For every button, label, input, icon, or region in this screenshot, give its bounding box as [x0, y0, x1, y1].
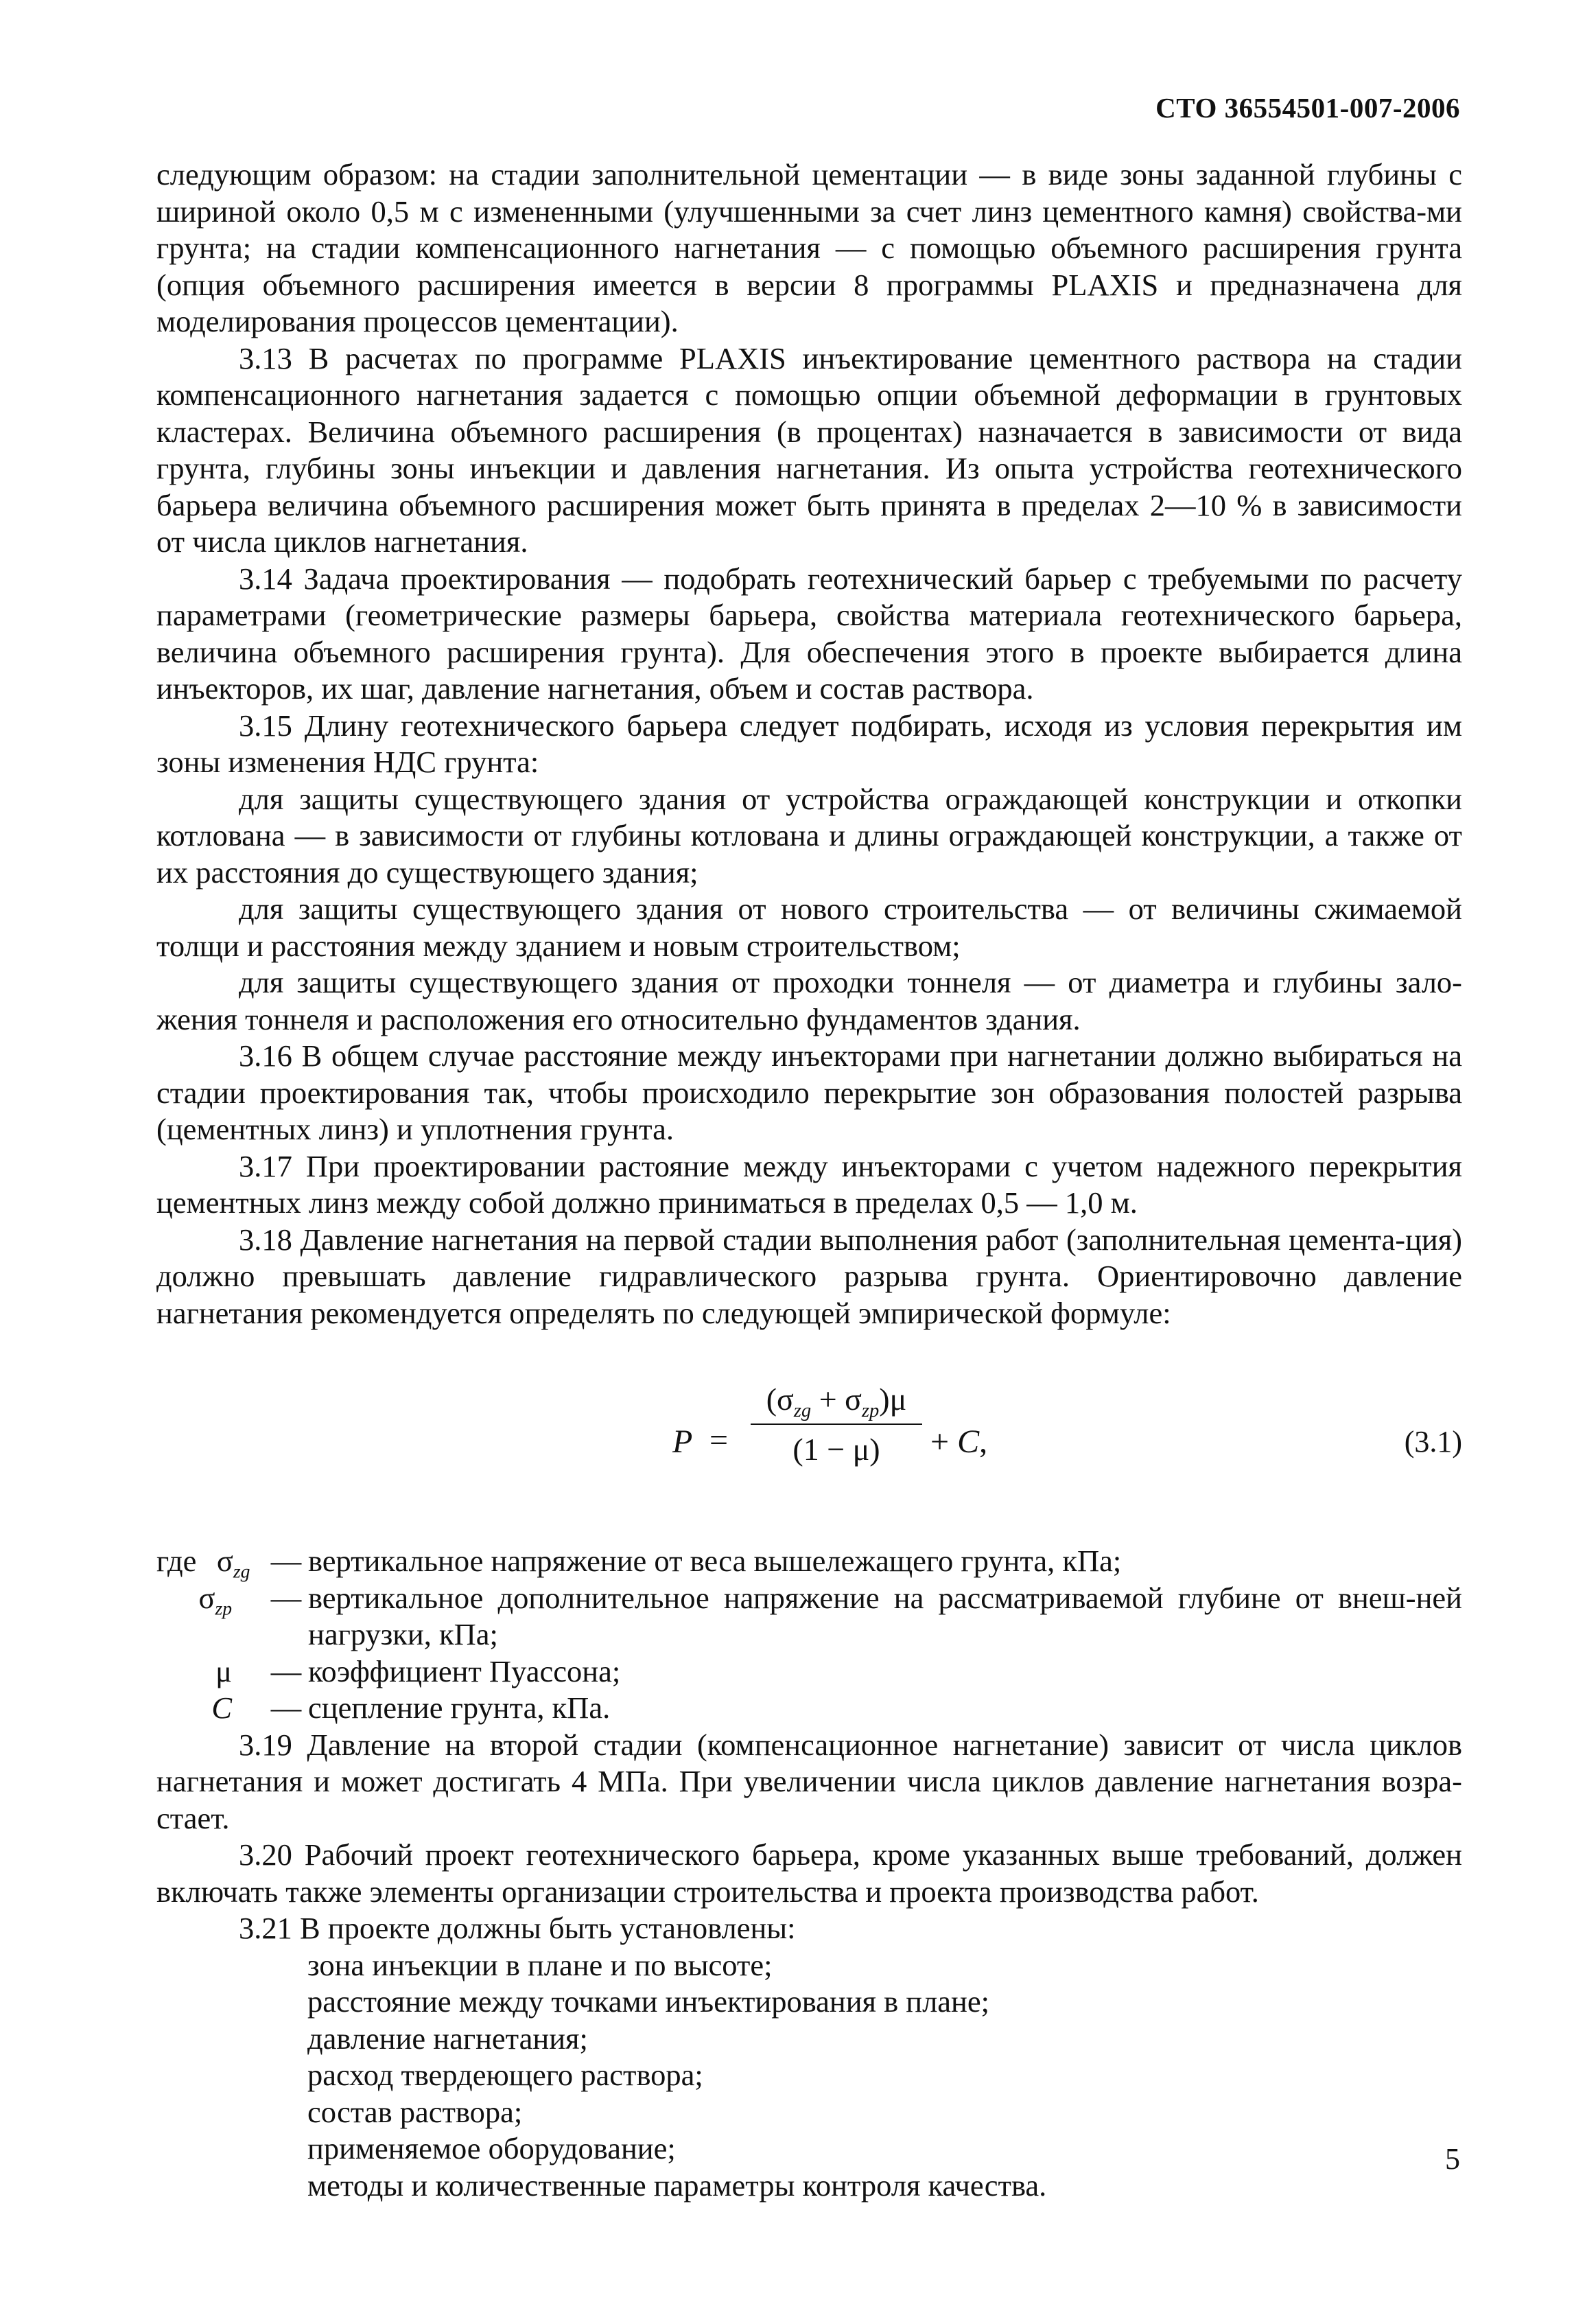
list-item: расход твердеющего раствора;: [307, 2058, 703, 2092]
list-item: применяемое оборудование;: [307, 2131, 676, 2165]
list-item: методы и количественные параметры контроля качества.: [307, 2168, 1047, 2203]
list-item: давление нагнетания;: [307, 2021, 588, 2056]
fraction-bar: [751, 1424, 922, 1425]
paragraph-3-19: 3.19 Давление на второй стадии (компенсационное нагнетание) зависит от числа циклов нагнетания и может достигать 4 МПа. При увеличении числа циклов давление нагнетания возра-стает.: [156, 1727, 1462, 1835]
formula-equals: =: [709, 1422, 729, 1459]
paragraph-3-17: 3.17 При проектировании растояние между инъекторами с учетом надежного перекрытия цементных линз между собой должно приниматься в пределах 0,5 — 1,0 м.: [156, 1148, 1462, 1220]
paragraph-3-15-item-3: для защиты существующего здания от проходки тоннеля — от диаметра и глубины зало-жения тоннеля и расположения его относительно фундаментов здания.: [156, 965, 1462, 1036]
paragraph-3-15: 3.15 Длину геотехнического барьера следует подбирать, исходя из условия перекрытия им зоны изменения НДС грунта:: [156, 708, 1462, 779]
list-item: состав раствора;: [307, 2094, 523, 2129]
paragraph-3-21: 3.21 В проекте должны быть установлены:: [239, 1911, 796, 1945]
definition-sigma-zp: $\sigma_{zp}$ — вертикальное дополнительное напряжение на рассматриваемой глубине от внеш-ней нагрузки, кПа;: [198, 1580, 1462, 1651]
formula-number: (3.1): [1404, 1425, 1462, 1459]
paragraph-3-14: 3.14 Задача проектирования — подобрать геотехнический барьер с требуемыми по расчету параметрами (геометрические размеры барьера, свойства материала геотехнического барьера, величина объемного расширения грунта). Для обеспечения этого в проекте выбирается длина инъекторов, их шаг, давление нагнетания, объем и состав раствора.: [156, 561, 1462, 706]
formula-3-1: [156, 1378, 1462, 1514]
paragraph-continuation: следующим образом: на стадии заполнительной цементации — в виде зоны заданной глубины с шириной около 0,5 м с измененными (улучшенными за счет линз цементного камня) свойства-ми грунта; на стадии компенсационного нагнетания — с помощью объемного расширения грунта (опция объемного расширения имеется в версии 8 программы PLAXIS и предназначена для моделирования процессов цементации).: [156, 157, 1462, 338]
list-item: расстояние между точками инъектирования в плане;: [307, 1984, 989, 2019]
paragraph-3-15-item-2: для защиты существующего здания от нового строительства — от величины сжимаемой толщи и расстояния между зданием и новым строительством;: [156, 892, 1462, 963]
formula-fraction: [751, 1378, 922, 1470]
formula-lhs: P: [672, 1424, 693, 1460]
paragraph-3-16: 3.16 В общем случае расстояние между инъекторами при нагнетании должно выбираться на стадии проектирования так, чтобы происходило перекрытие зон образования полостей разрыва (цементных линз) и уплотнения грунта.: [156, 1038, 1462, 1146]
list-item: зона инъекции в плане и по высоте;: [307, 1947, 773, 1982]
paragraph-3-20: 3.20 Рабочий проект геотехнического барьера, кроме указанных выше требований, должен включать также элементы организации строительства и проекта производства работ.: [156, 1837, 1462, 1909]
page-number: 5: [1445, 2142, 1460, 2176]
formula-denominator: (1 − μ): [792, 1432, 880, 1467]
definition-sigma-zg: где $\sigma_{zg}$ — вертикальное напряжение от веса вышележащего грунта, кПа;: [156, 1544, 1122, 1582]
formula-rhs: + C,: [930, 1424, 988, 1460]
paragraph-3-15-item-1: для защиты существующего здания от устройства ограждающей конструкции и откопки котлована — в зависимости от глубины котлована и длины ограждающей конструкции, а также от их расстояния до существующего здания;: [156, 781, 1462, 890]
definition-mu: μ — коэффициент Пуассона;: [215, 1653, 621, 1688]
definition-c: C — сцепление грунта, кПа.: [211, 1690, 611, 1725]
document-code: СТО 36554501-007-2006: [1155, 92, 1460, 124]
paragraph-3-18: 3.18 Давление нагнетания на первой стадии выполнения работ (заполнительная цемента-ция) должно превышать давление гидравлического разрыва грунта. Ориентировочно давление нагнетания рекомендуется определять по следующей эмпирической формуле:: [156, 1222, 1462, 1330]
paragraph-3-13: 3.13 В расчетах по программе PLAXIS инъектирование цементного раствора на стадии компенсационного нагнетания задается с помощью опции объемной деформации в грунтовых кластерах. Величина объемного расширения (в процентах) назначается в зависимости от вида грунта, глубины зоны инъекции и давления нагнетания. Из опыта устройства геотехнического барьера величина объемного расширения может быть принята в пределах 2—10 % в зависимости от числа циклов нагнетания.: [156, 340, 1462, 559]
requirements-list: [156, 1947, 1462, 2205]
page-body: [156, 156, 1462, 2204]
formula-numerator: $(\sigma_{zg} + \sigma_{zp})\mu$: [766, 1382, 907, 1421]
formula-definitions: [156, 1543, 1462, 1727]
